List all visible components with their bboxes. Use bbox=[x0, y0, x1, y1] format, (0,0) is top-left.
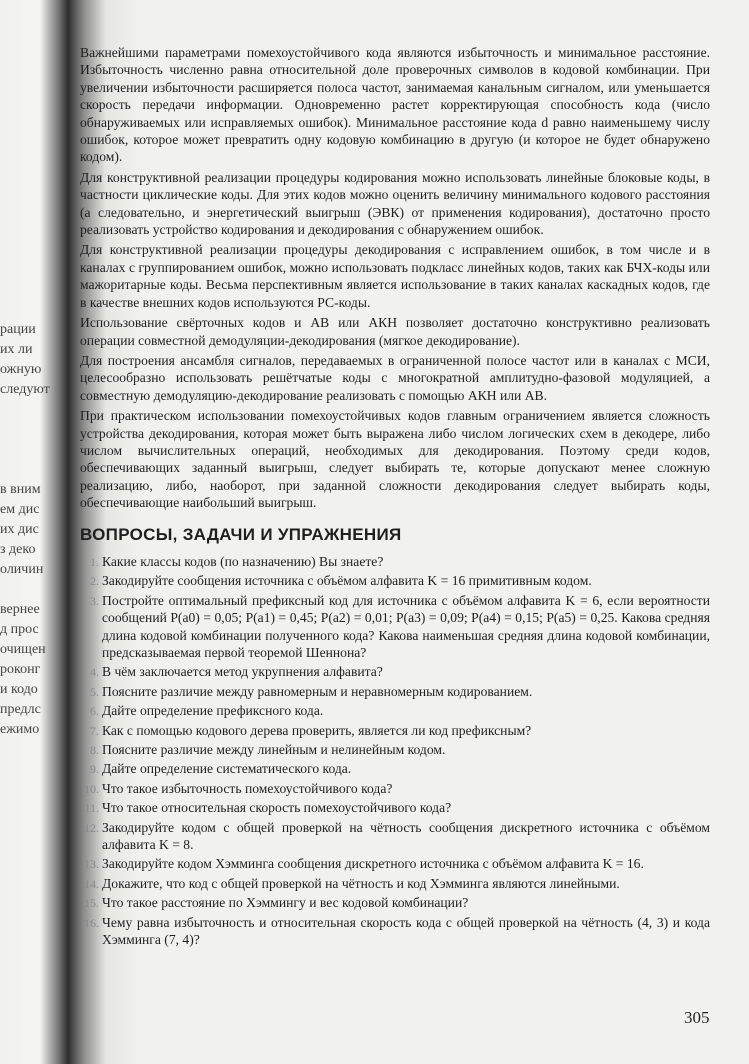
question-item: 11. Что такое относительная скорость помехоустойчивого кода? bbox=[102, 799, 710, 816]
fragment-line: и кодо bbox=[0, 682, 38, 697]
fragment-line: следуют bbox=[0, 382, 50, 397]
question-item: 10. Что такое избыточность помехоустойчивого кода? bbox=[102, 780, 710, 797]
paragraph-convolutional: Использование свёрточных кодов и АВ или АКН позволяет достаточно конструктивно реализовать операции совместной демодуляции-декодирования (мягкое декодирование). bbox=[80, 315, 710, 348]
page-content bbox=[80, 44, 710, 951]
fragment-line: ожную bbox=[0, 362, 42, 377]
fragment-line: рации bbox=[0, 322, 36, 337]
question-item: 14. Докажите, что код с общей проверкой на чётность и код Хэмминга являются линейными. bbox=[102, 875, 710, 892]
fragment-line bbox=[0, 400, 54, 420]
question-item: 7. Как с помощью кодового дерева проверить, является ли код префиксным? bbox=[102, 722, 710, 739]
fragment-line: их ли bbox=[0, 342, 33, 357]
fragment-line: роконг bbox=[0, 662, 41, 677]
paragraph-parameters: Важнейшими параметрами помехоустойчивого кода являются избыточность и минимальное расстояние. Избыточность численно равна относительной доле проверочных символов в кодовой комбинации. При увеличении избыточности расширяется полоса частот, занимаемая канальным сигналом, или уменьшается скорость передачи информации. Одновременно растет корректирующая способность кода (число обнаруживаемых или исправляемых ошибок). Минимальное расстояние кода d равно наименьшему числу ошибок, которое может превратить одну кодовую комбинацию в другую (и которое не будет обнаружено кодом). bbox=[80, 45, 710, 165]
question-item: 4. В чём заключается метод укрупнения алфавита? bbox=[102, 663, 710, 680]
question-item: 6. Дайте определение префиксного кода. bbox=[102, 702, 710, 719]
question-item: 8. Поясните различие между линейным и нелинейным кодом. bbox=[102, 741, 710, 758]
question-item: 13. Закодируйте кодом Хэмминга сообщения дискретного источника с объёмом алфавита K = 16. bbox=[102, 855, 710, 872]
question-item: 5. Поясните различие между равномерным и неравномерным кодированием. bbox=[102, 683, 710, 700]
paragraph-coding: Для конструктивной реализации процедуры кодирования можно использовать линейные блоковые коды, в частности циклические коды. Для этих кодов можно оценить величину минимального кодового расстояния (а следовательно, и энергетический выигрыш (ЭВК) от применения кодирования), достаточно просто реализовать устройство кодирования и декодирования с обнаружением ошибок. bbox=[80, 169, 710, 238]
question-item: 3. Постройте оптимальный префиксный код для источника с объёмом алфавита K = 6, если вероятности сообщений P(a0) = 0,05; P(a1) = 0,45; P(a2) = 0,01; P(a3) = 0,09; P(a4) = 0,15; P(a5) = 0,25. Какова средняя длина кодовой комбинации полученного кода? Какова наименьшая средняя длина кодовой комбинации, предсказываемая первой теоремой Шеннона? bbox=[102, 592, 710, 662]
page-number: 305 bbox=[684, 1008, 710, 1027]
fragment-line: предлс bbox=[0, 702, 41, 717]
question-item: 12. Закодируйте кодом с общей проверкой на чётность сообщения дискретного источника с объёмом алфавита K = 8. bbox=[102, 819, 710, 854]
paragraph-signal-ensemble: Для построения ансамбля сигналов, передаваемых в ограниченной полосе частот или в каналах с МСИ, целесообразно использовать решётчатые коды с многократной амплитудно-фазовой модуляцией, а совместную демодуляцию-декодирование реализовать с помощью АКН или АВ. bbox=[80, 352, 710, 403]
fragment-line bbox=[0, 420, 54, 440]
questions-list bbox=[80, 553, 710, 949]
fragment-line: ем дис bbox=[0, 502, 40, 517]
fragment-line: вернее bbox=[0, 602, 40, 617]
question-item: 9. Дайте определение систематического кода. bbox=[102, 760, 710, 777]
paragraph-decoding: Для конструктивной реализации процедуры декодирования с исправлением ошибок, в том числе и в каналах с группированием ошибок, можно использовать подкласс линейных кодов, таких как БЧХ-коды или мажоритарные коды. Весьма перспективным является использование в таких каналах каскадных кодов, где в качестве внешних кодов используются РС-коды. bbox=[80, 242, 710, 310]
fragment-line: оличин bbox=[0, 562, 44, 577]
question-item: 2. Закодируйте сообщения источника с объёмом алфавита K = 16 примитивным кодом. bbox=[102, 572, 710, 589]
question-item: 16. Чему равна избыточность и относительная скорость кода с общей проверкой на чётность (4, 3) и кода Хэмминга (7, 4)? bbox=[102, 914, 710, 949]
question-item: 1. Какие классы кодов (по назначению) Вы знаете? bbox=[102, 553, 710, 570]
fragment-line bbox=[0, 580, 54, 600]
fragment-line bbox=[0, 440, 54, 460]
fragment-line: в вним bbox=[0, 482, 41, 497]
adjacent-page-fragments bbox=[0, 320, 54, 740]
fragment-line: их дис bbox=[0, 522, 39, 537]
fragment-line bbox=[0, 460, 54, 480]
fragment-line: ежимо bbox=[0, 722, 40, 737]
question-item: 15. Что такое расстояние по Хэммингу и вес кодовой комбинации? bbox=[102, 894, 710, 911]
fragment-line: очищен bbox=[0, 642, 46, 657]
fragment-line: з деко bbox=[0, 542, 36, 557]
fragment-line: д прос bbox=[0, 622, 39, 637]
paragraph-complexity: При практическом использовании помехоустойчивых кодов главным ограничением является сложность устройства декодирования, которая может быть выражена либо числом логических схем в декодере, либо числом вычислительных операций, необходимых для декодирования. Поэтому среди кодов, обеспечивающих заданный выигрыш, следует выбирать те, которые допускают менее сложную реализацию, либо, наоборот, при заданной сложности декодирования следует выбирать коды, обеспечивающие наибольший выигрыш. bbox=[80, 408, 710, 511]
section-heading: ВОПРОСЫ, ЗАДАЧИ И УПРАЖНЕНИЯ bbox=[80, 524, 402, 544]
